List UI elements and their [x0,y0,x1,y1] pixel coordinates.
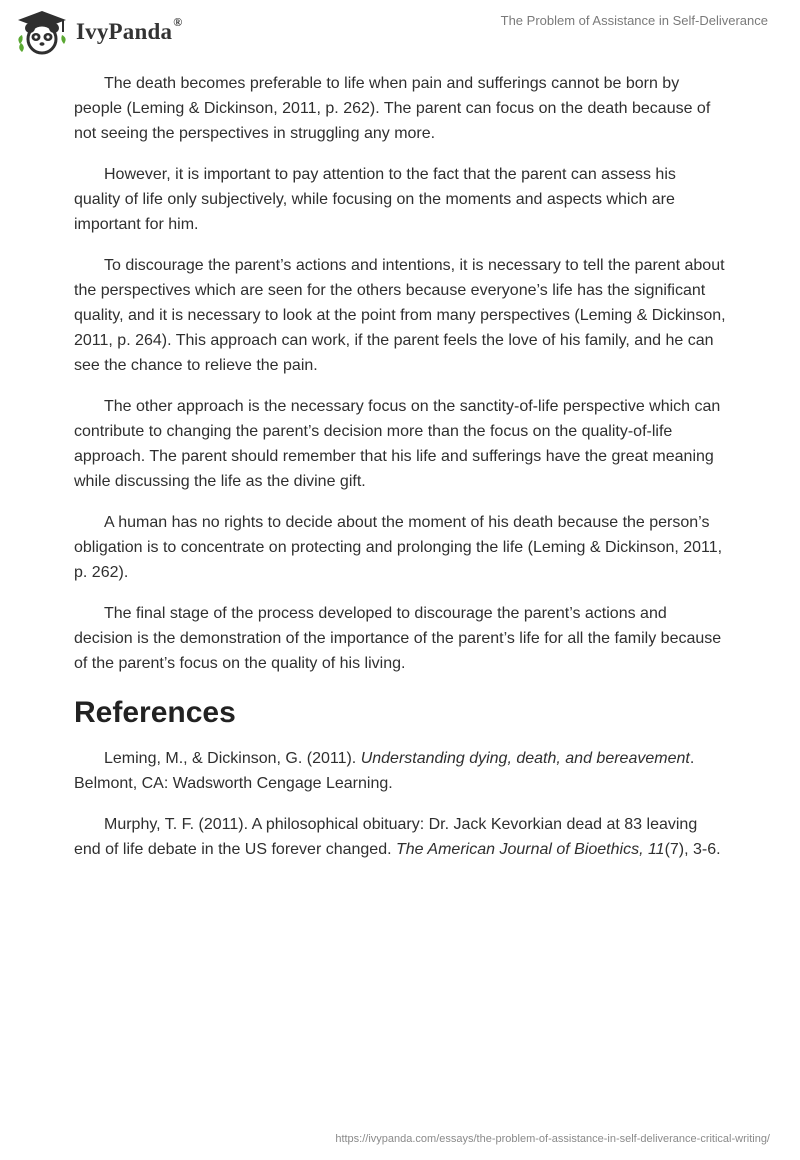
body-paragraph: However, it is important to pay attention to the fact that the parent can assess his quality of life only subjectively, while focusing on the moments and aspects which are important for him. [74,166,676,233]
brand-logo[interactable] [14,8,182,56]
reference-entry [74,746,726,796]
references-heading: References [74,696,236,729]
body-paragraph: The other approach is the necessary focus on the sanctity-of-life perspective which can contribute to changing the parent’s decision more than the focus on the quality-of-life approach. The parent should remember that his life and sufferings have the great meaning while discussing the life as the divine gift. [74,398,721,490]
reference-text: Murphy, T. F. (2011). A philosophical obituary: Dr. Jack Kevorkian dead at 83 leaving end of life debate in the US forever changed. [74,816,698,858]
essay-body [74,71,726,878]
panda-logo-icon [14,8,70,56]
running-title: The Problem of Assistance in Self-Deliverance [500,13,768,28]
reference-title: Understanding dying, death, and bereavement [360,750,690,767]
source-url-link[interactable]: https://ivypanda.com/essays/the-problem-of-assistance-in-self-deliverance-critical-writing/ [335,1133,770,1145]
registered-mark: ® [173,15,183,29]
body-paragraph: To discourage the parent’s actions and intentions, it is necessary to tell the parent about the perspectives which are seen for the others because everyone’s life has the significant quality, and it is necessary to look at the point from many perspectives (Leming & Dickinson, 2011, p. 264). This approach can work, if the parent feels the love of his family, and he can see the chance to relieve the pain. [74,257,726,374]
reference-text: (7), 3-6. [664,841,721,858]
reference-text: Leming, M., & Dickinson, G. (2011). [104,750,361,767]
body-paragraph: The final stage of the process developed to discourage the parent’s actions and decision is the demonstration of the importance of the parent’s life for all the family because of the parent’s focus on the quality of his living. [74,605,722,672]
page-header [0,0,800,66]
body-paragraph: A human has no rights to decide about the moment of his death because the person’s obligation is to concentrate on protecting and prolonging the life (Leming & Dickinson, 2011, p. 262). [74,514,723,581]
body-paragraph: The death becomes preferable to life when pain and sufferings cannot be born by people (Leming & Dickinson, 2011, p. 262). The parent can focus on the death because of not seeing the perspectives in struggling any more. [74,75,711,142]
reference-entry [74,812,726,862]
reference-title: The American Journal of Bioethics, 11 [396,841,665,858]
brand-name: IvyPanda® [76,15,183,44]
reference-text: . Belmont, CA: Wadsworth Cengage Learning. [74,750,695,792]
